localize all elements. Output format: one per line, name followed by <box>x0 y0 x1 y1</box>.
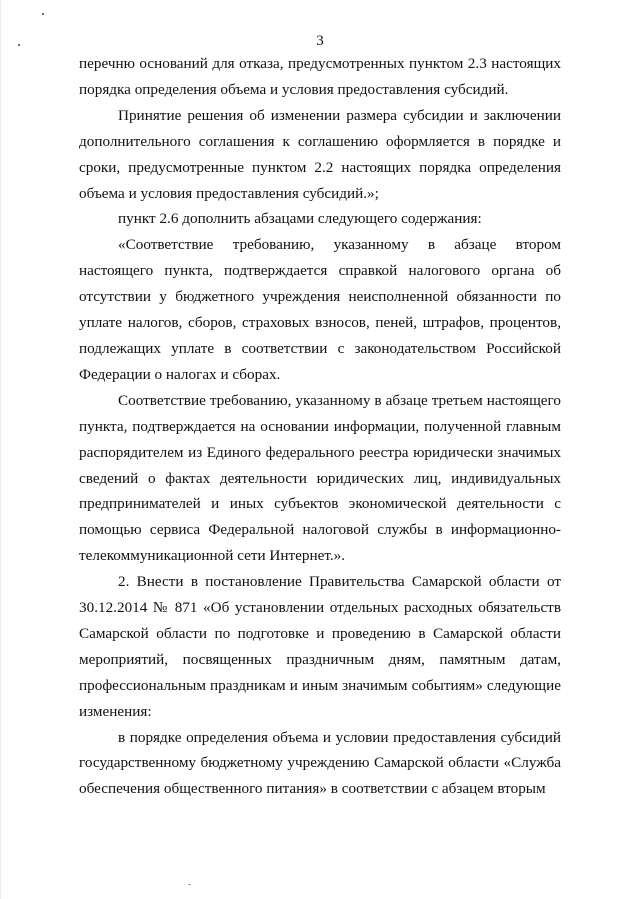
paragraph-continuation: перечню оснований для отказа, предусмотренных пунктом 2.3 настоящих порядка определения объема и условия предоставления субсидий. <box>79 55 561 98</box>
page-number: 3 <box>316 33 324 49</box>
scan-edge-shadow <box>0 0 2 899</box>
paragraph: 2. Внести в постановление Правительства Самарской области от 30.12.2014 № 871 «Об установлении отдельных расходных обязательств Самарской области по подготовке и проведению в Самарской области мероприятий, посвященных праздничным дням, памятным датам, профессиональным праздникам и иным значимым событиям» следующие изменения: <box>79 573 561 720</box>
paragraph: Соответствие требованию, указанному в абзаце третьем настоящего пункта, подтверждается на основании информации, полученной главным распорядителем из Единого федерального реестра юридически значимых сведений о фактах деятельности юридических лиц, индивидуальных предпринимателей и иных субъектов экономической деятельности с помощью сервиса Федеральной налоговой службы в информационно-телекоммуникационной сети Интернет.». <box>79 391 561 565</box>
scan-speck <box>188 884 191 885</box>
paragraph: пункт 2.6 дополнить абзацами следующего содержания: <box>118 210 482 228</box>
paragraph: «Соответствие требованию, указанному в абзаце втором настоящего пункта, подтверждается справкой налогового органа об отсутствии у бюджетного учреждения неисполненной обязанности по уплате налогов, сборов, страховых взносов, пеней, штрафов, процентов, подлежащих уплате в соответствии с законодательством Российской Федерации о налогах и сборах. <box>79 236 561 383</box>
paragraph: Принятие решения об изменении размера субсидии и заключении дополнительного соглашения к соглашению оформляется в порядке и сроки, предусмотренные пунктом 2.2 настоящих порядка определения объема и условия предоставления субсидий.»; <box>79 106 561 202</box>
paragraph: в порядке определения объема и условии предоставления субсидий государственному бюджетному учреждению Самарской области «Служба обеспечения общественного питания» в соответствии с абзацем вторым <box>79 728 561 798</box>
scan-speck <box>42 13 44 15</box>
document-body <box>79 51 561 802</box>
